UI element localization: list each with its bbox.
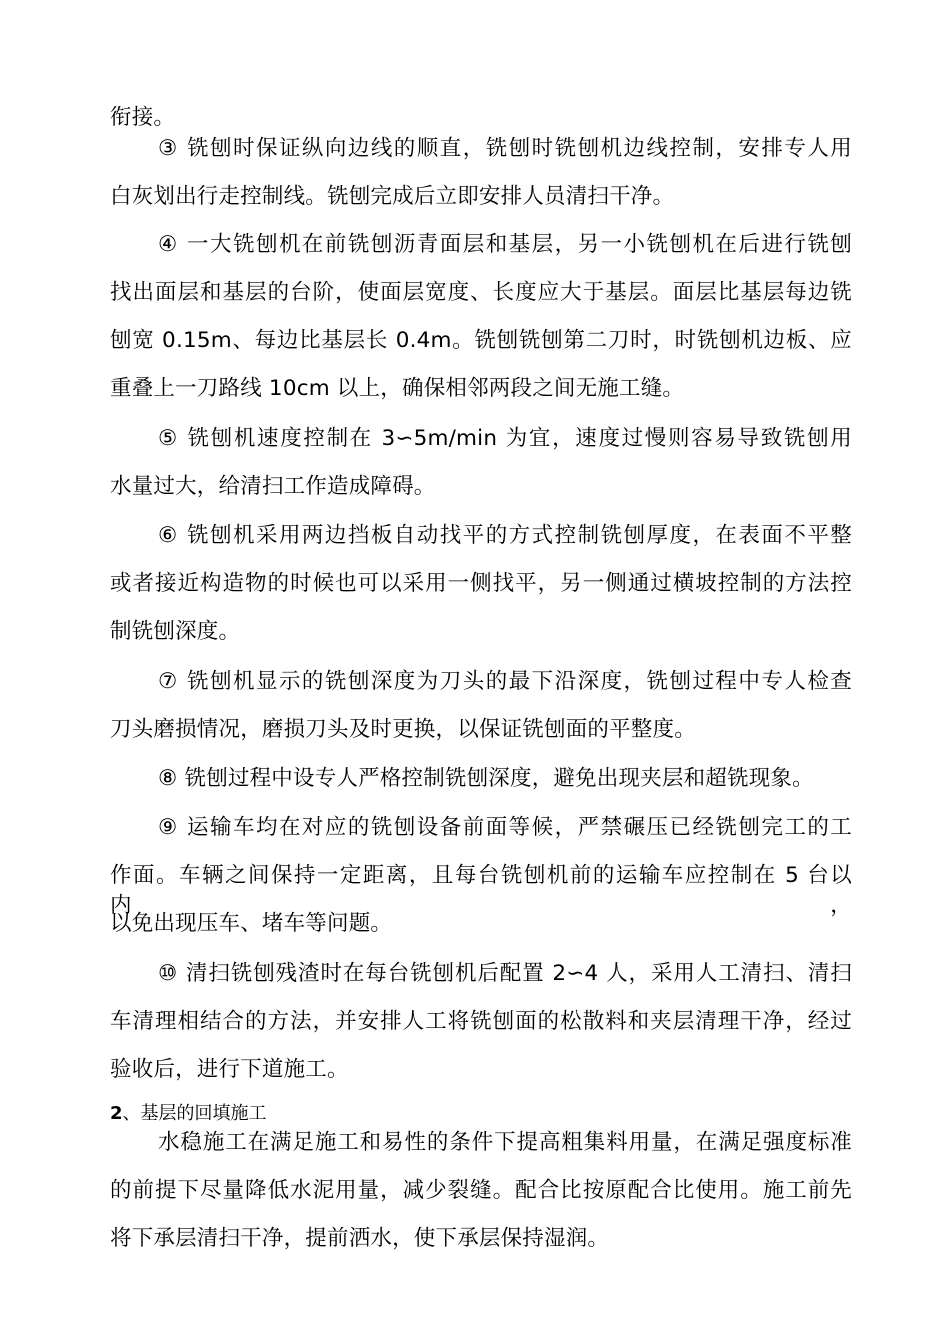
- text-line: 水量过大，给清扫工作造成障碍。: [110, 474, 436, 499]
- text-line: ⑩ 清扫铣刨残渣时在每台铣刨机后配置 2∽4 人，采用人工清扫、清扫: [158, 961, 852, 986]
- text-line: 作面。车辆之间保持一定距离，且每台铣刨机前的运输车应控制在 5 台以内，: [110, 863, 852, 918]
- text-line: ⑥ 铣刨机采用两边挡板自动找平的方式控制铣刨厚度，在表面不平整: [158, 523, 852, 548]
- text-line: 以免出现压车、堵车等问题。: [110, 911, 393, 936]
- section-heading: [110, 1102, 267, 1126]
- text-line: 刀头磨损情况，磨损刀头及时更换，以保证铣刨面的平整度。: [110, 717, 696, 742]
- text-line: ⑤ 铣刨机速度控制在 3∽5m/min 为宜，速度过慢则容易导致铣刨用: [158, 426, 852, 451]
- text-line: ④ 一大铣刨机在前铣刨沥青面层和基层，另一小铣刨机在后进行铣刨: [158, 232, 852, 257]
- text-line: ⑨ 运输车均在对应的铣刨设备前面等候，严禁碾压已经铣刨完工的工: [158, 815, 852, 840]
- text-line: 制铣刨深度。: [110, 619, 241, 644]
- text-line: ③ 铣刨时保证纵向边线的顺直，铣刨时铣刨机边线控制，安排专人用: [158, 136, 852, 161]
- text-line: 或者接近构造物的时候也可以采用一侧找平，另一侧通过横坡控制的方法控: [110, 571, 852, 596]
- text-line: 重叠上一刀路线 10cm 以上，确保相邻两段之间无施工缝。: [110, 376, 685, 401]
- text-line: 的前提下尽量降低水泥用量，减少裂缝。配合比按原配合比使用。施工前先: [110, 1178, 852, 1203]
- text-line: 白灰划出行走控制线。铣刨完成后立即安排人员清扫干净。: [110, 184, 675, 209]
- text-line: 衔接。: [110, 105, 176, 130]
- text-line: ⑧ 铣刨过程中设专人严格控制铣刨深度，避免出现夹层和超铣现象。: [158, 766, 814, 791]
- section-title: 、基层的回填施工: [122, 1103, 267, 1124]
- text-line: 将下承层清扫干净，提前洒水，使下承层保持湿润。: [110, 1226, 610, 1251]
- text-line: ⑦ 铣刨机显示的铣刨深度为刀头的最下沿深度，铣刨过程中专人检查: [158, 669, 852, 694]
- text-line: 车清理相结合的方法，并安排人工将铣刨面的松散料和夹层清理干净，经过: [110, 1009, 852, 1034]
- section-number: 2: [110, 1103, 123, 1124]
- text-line: 验收后，进行下道施工。: [110, 1057, 349, 1082]
- text-line: 找出面层和基层的台阶，使面层宽度、长度应大于基层。面层比基层每边铣: [110, 280, 852, 305]
- text-line: 刨宽 0.15m、每边比基层长 0.4m。铣刨铣刨第二刀时，时铣刨机边板、应: [110, 328, 852, 353]
- text-line: 水稳施工在满足施工和易性的条件下提高粗集料用量，在满足强度标准: [158, 1130, 852, 1155]
